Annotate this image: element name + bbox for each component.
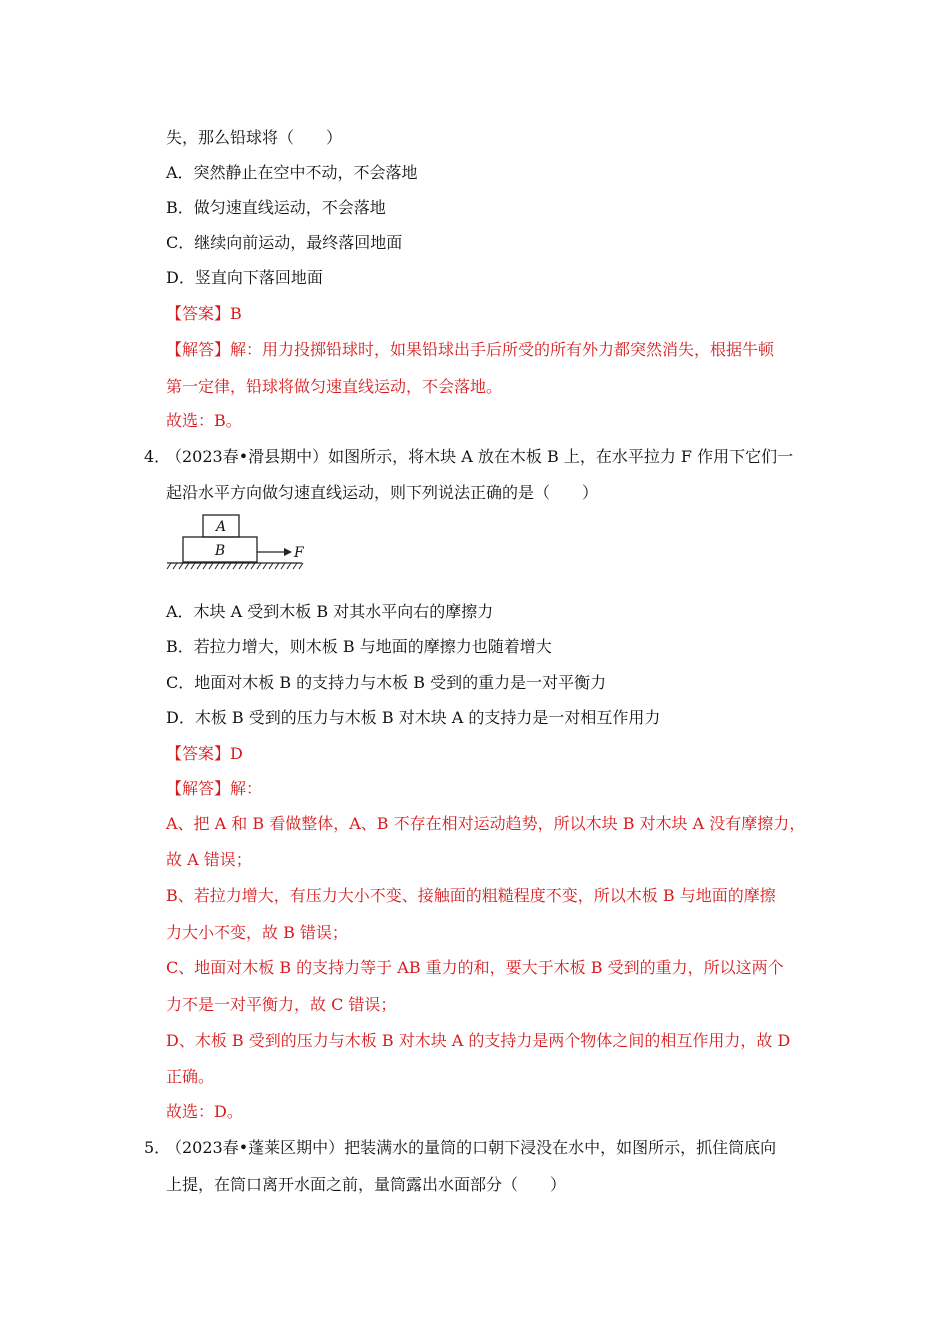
q4-figure-blocks (166, 512, 306, 578)
q3-option-c: C．继续向前运动，最终落回地面 (166, 233, 403, 252)
force-arrow-head (284, 548, 292, 556)
q4-stem-line-1: （2023春•滑县期中）如图所示，将木块 A 放在木板 B 上，在水平拉力 F 作用下它们一 (166, 447, 794, 466)
q3-analysis-line-1 (166, 339, 774, 361)
q3-analysis-line-2: 第一定律，铅球将做匀速直线运动，不会落地。 (166, 377, 503, 396)
q3-answer-value: B (230, 304, 242, 323)
q3-analysis-label: 【解答】 (166, 340, 231, 359)
q3-analysis-text-1: 解：用力投掷铅球时，如果铅球出手后所受的所有外力都突然消失，根据牛顿 (230, 340, 775, 359)
board-b-label: B (214, 543, 226, 559)
ground-hatching (167, 563, 303, 569)
q4-analysis-line-3: B、若拉力增大，有压力大小不变、接触面的粗糙程度不变，所以木板 B 与地面的摩擦 (166, 886, 776, 905)
q5-stem-line-2: 上提，在筒口离开水面之前，量筒露出水面部分（ ） (166, 1175, 567, 1194)
q4-number: 4． (144, 447, 171, 466)
q4-analysis-line-4: 力大小不变，故 B 错误； (166, 923, 348, 942)
q4-option-d: D．木板 B 受到的压力与木板 B 对木块 A 的支持力是一对相互作用力 (166, 708, 661, 727)
q4-conclusion: 故选：D。 (166, 1102, 243, 1121)
q3-stem-tail: 失，那么铅球将（ ） (166, 128, 343, 147)
q3-answer-label: 【答案】 (166, 304, 231, 323)
q4-analysis-line-8: 正确。 (166, 1067, 215, 1086)
q4-analysis-header (166, 778, 262, 800)
q4-analysis-line-5: C、地面对木板 B 的支持力等于 AB 重力的和，要大于木板 B 受到的重力，所以这两个 (166, 958, 784, 977)
force-f-label: F (294, 545, 304, 561)
q4-analysis-line-2: 故 A 错误； (166, 850, 252, 869)
q4-analysis-intro: 解： (230, 779, 263, 798)
q5-number: 5． (144, 1138, 171, 1157)
block-a-label: A (215, 519, 227, 535)
q4-analysis-line-7: D、木板 B 受到的压力与木板 B 对木块 A 的支持力是两个物体之间的相互作用力，故 D (166, 1031, 791, 1050)
q4-option-b: B．若拉力增大，则木板 B 与地面的摩擦力也随着增大 (166, 637, 552, 656)
q3-option-a: A．突然静止在空中不动，不会落地 (166, 163, 418, 182)
q4-answer-label: 【答案】 (166, 744, 231, 763)
q4-option-c: C．地面对木板 B 的支持力与木板 B 受到的重力是一对平衡力 (166, 673, 607, 692)
q4-option-a: A．木块 A 受到木板 B 对其水平向右的摩擦力 (166, 602, 494, 621)
q4-analysis-line-1: A、把 A 和 B 看做整体，A、B 不存在相对运动趋势，所以木块 B 对木块 A 没有摩擦力， (166, 814, 806, 833)
q4-analysis-label: 【解答】 (166, 779, 231, 798)
q3-option-d: D．竖直向下落回地面 (166, 268, 323, 287)
q3-answer (166, 303, 242, 325)
q4-analysis-line-6: 力不是一对平衡力，故 C 错误； (166, 995, 397, 1014)
q4-answer-value: D (230, 744, 243, 763)
q4-stem-line-2: 起沿水平方向做匀速直线运动，则下列说法正确的是（ ） (166, 483, 599, 502)
q3-conclusion: 故选：B。 (166, 411, 242, 430)
q5-stem-line-1: （2023春•蓬莱区期中）把装满水的量筒的口朝下浸没在水中，如图所示，抓住筒底向 (166, 1138, 777, 1157)
q4-answer (166, 743, 243, 765)
q3-option-b: B．做匀速直线运动，不会落地 (166, 198, 386, 217)
